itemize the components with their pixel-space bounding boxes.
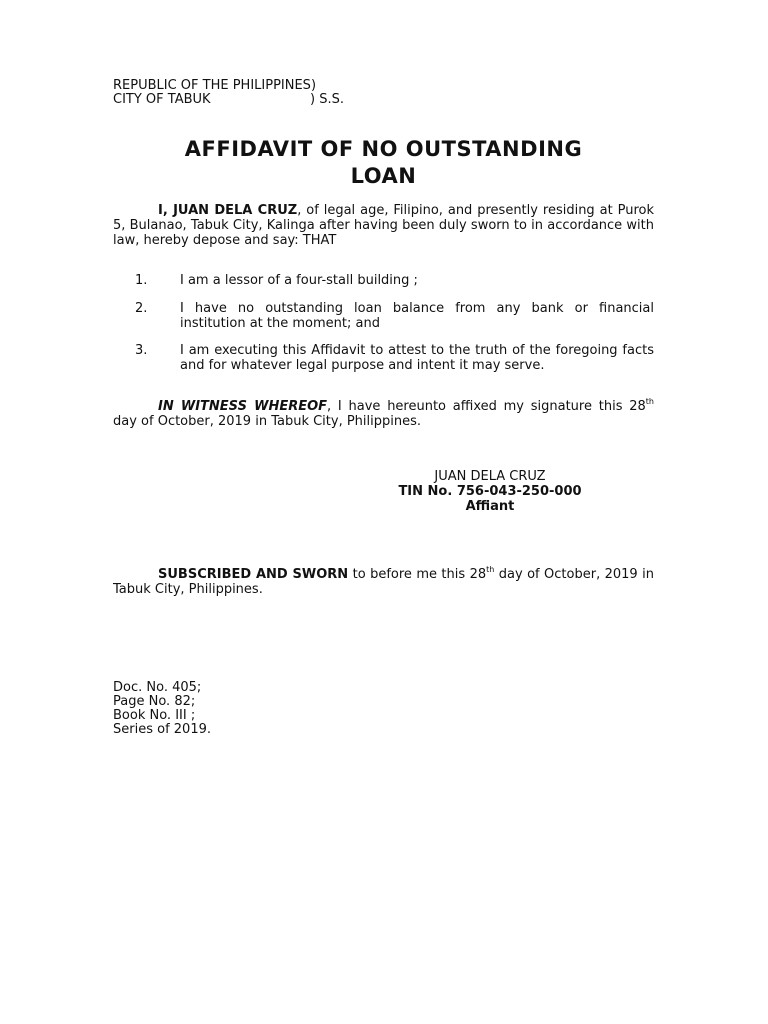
jurat-text-2: day of October, 2019 in Tabuk City, Philippines. [113,567,654,597]
notarial-doc-no: Doc. No. 405; [113,680,202,695]
list-item [113,273,654,288]
list-item [113,343,654,373]
jurat-text-1: to before me this 28 [348,567,487,582]
title-line-2: LOAN [350,164,417,188]
notarial-series: Series of 2019. [113,722,211,737]
item-text: I am a lessor of a four-stall building ; [180,273,418,288]
venue-republic: REPUBLIC OF THE PHILIPPINES) [113,78,317,93]
witness-text-1: , I have hereunto affixed my signature this 28 [327,399,646,414]
intro-text: , of legal age, Filipino, and presently residing at Purok 5, Bulanao, Tabuk City, Kalinga after having been duly sworn to in accordance with law, hereby depose and say: THAT [113,203,654,248]
venue-city-label: CITY OF TABUK [113,92,211,107]
signature-name: JUAN DELA CRUZ [434,469,546,484]
witness-paragraph [113,396,654,429]
list-item [113,301,654,331]
venue-ss: ) S.S. [310,92,344,107]
signature-tin: TIN No. 756-043-250-000 [398,484,582,499]
notarial-page-no: Page No. 82; [113,694,196,709]
jurat-sup: th [486,564,495,574]
venue-city [113,92,413,107]
witness-lead: IN WITNESS WHEREOF [158,399,328,414]
item-number: 2. [135,301,148,316]
item-number: 3. [135,343,148,358]
signature-block [360,469,620,514]
witness-text-2: day of October, 2019 in Tabuk City, Philippines. [113,414,422,429]
notarial-book-no: Book No. III ; [113,708,196,723]
affiant-name: I, JUAN DELA CRUZ [158,203,298,218]
jurat-paragraph [113,564,654,597]
witness-sup: th [645,396,654,406]
document-title [113,136,654,190]
signature-role: Affiant [465,499,515,514]
item-number: 1. [135,273,148,288]
title-line-1: AFFIDAVIT OF NO OUTSTANDING [184,137,583,161]
item-text: I have no outstanding loan balance from any bank or financial institution at the moment; and [180,301,654,331]
intro-paragraph [113,203,654,248]
item-text: I am executing this Affidavit to attest to the truth of the foregoing facts and for whatever legal purpose and intent it may serve. [180,343,654,373]
jurat-lead: SUBSCRIBED AND SWORN [158,567,349,582]
